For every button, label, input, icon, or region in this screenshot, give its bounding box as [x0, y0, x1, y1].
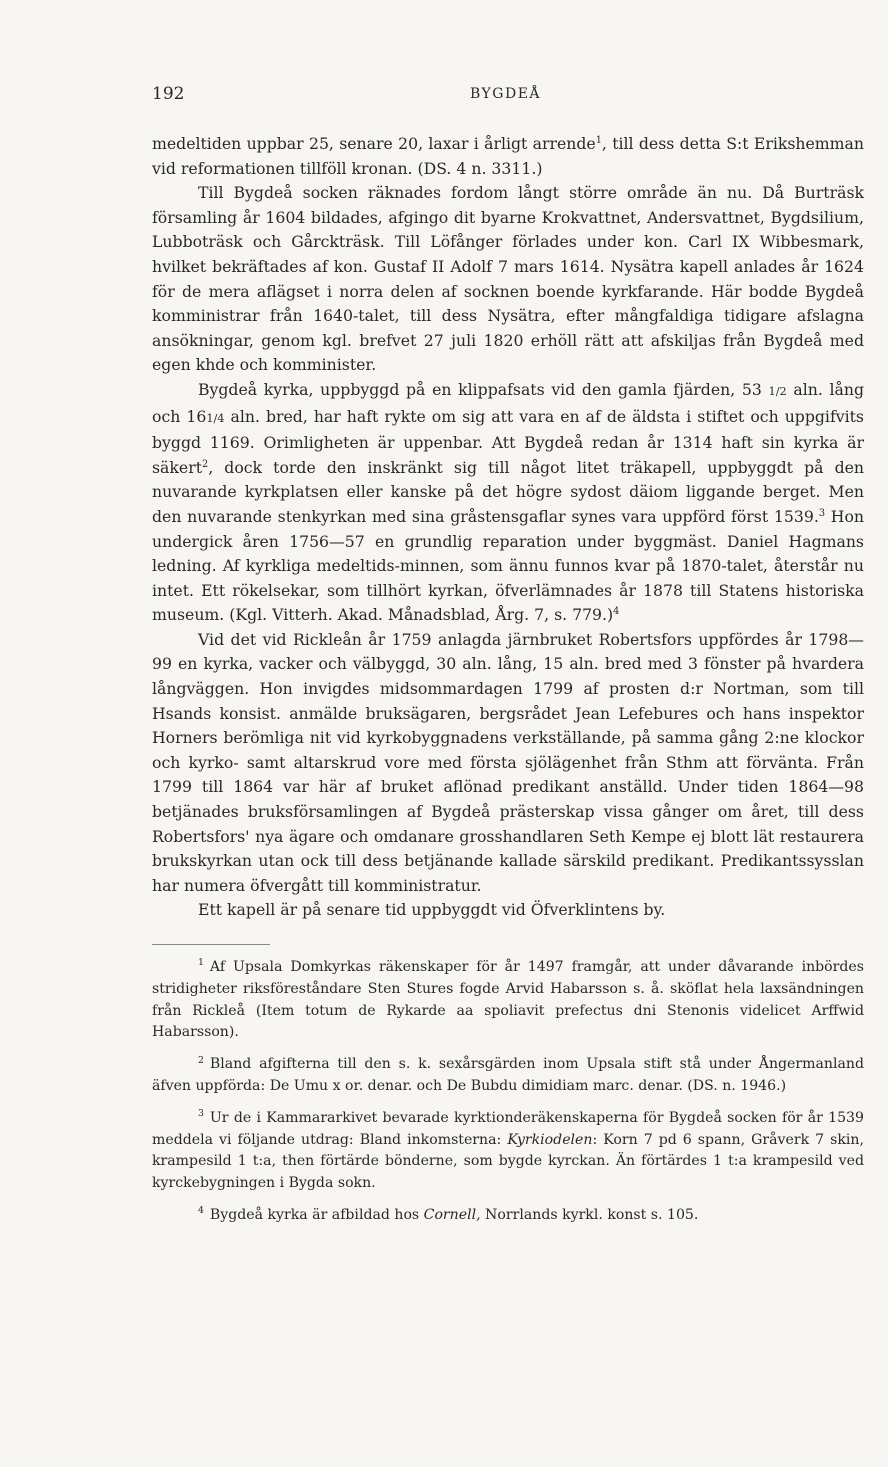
footnote-ref-1: 1 [595, 134, 602, 146]
footnote-4: $^4$ Bygdeå kyrka är afbildad hos Cornell, Norrlands kyrkl. konst s. 105. [198, 1205, 699, 1223]
footnote-2: $^2$ Bland afgifterna till den s. k. sexårsgärden inom Upsala stift stå under Ångermanland äfven uppförda: De Umu x or. denar. och De Bubdu dimidiam marc. denar. (DS. n. 1946.) [152, 1054, 864, 1094]
footnotes [152, 957, 864, 1227]
footnote-ref-4: 4 [613, 606, 620, 618]
footnote-1: $^1$ Af Upsala Domkyrkas räkenskaper för år 1497 framgår, att under dåvarande inbördes stridigheter riksföreståndare Sten Stures fogde Arvid Habarsson s. å. sköflat hela laxsändningen från Rickleå (Item totum de Rykarde aa spoliavit prefectus dni Stenonis videlicet Arffwid Habarsson). [152, 957, 864, 1041]
footnote-ref-3: 3 [818, 507, 826, 519]
paragraph-5: Ett kapell är på senare tid uppbyggdt vid Öfverklintens by. [198, 900, 666, 920]
fraction: 1/4 [206, 411, 225, 425]
paragraph-4: Vid det vid Rickleån år 1759 anlagda järnbruket Robertsfors uppfördes år 1798—99 en kyrka, vacker och välbyggd, 30 aln. lång, 15 aln. bred med 3 fönster på hvardera långväggen. Hon invigdes midsommardagen 1799 af prosten d:r Nortman, som till Hsands konsist. anmälde bruksägaren, bergsrådet Jean Lefebures och hans inspektor Horners berömliga nit vid kyrkobyggnadens verkställande, på samma gång 2:ne klockor och kyrko- samt altarskrud vore med första sjölägenhet från Sthm att förvänta. Från 1799 till 1864 var här af bruket aflönad predikant anställd. Under tiden 1864—98 betjänades bruksförsamlingen af Bygdeå prästerskap vissa gånger om året, till dess Robertsfors' nya ägare och omdanare grosshandlaren Seth Kempe ej blott lät restaurera brukskyrkan utan ock till dess betjänande kallade särskild predikant. Predikantssysslan har numera öfvergått till komministratur. [152, 629, 864, 895]
fraction: 1/2 [768, 384, 787, 398]
footnote-3: $^3$ Ur de i Kammararkivet bevarade kyrktionderäkenskaperna för Bygdeå socken för år 1539 meddela vi följande utdrag: Bland inkomsterna: Kyrkiodelen: Korn 7 pd 6 spann, Gråverk 7 skin, krampesild 1 t:a, then förtärde bönderne, som bygde kyrckan. Än förtärdes 1 t:a krampesild ved kyrckebygningen i Bygda sokn. [152, 1108, 864, 1192]
page-number: 192 [152, 84, 185, 104]
paragraph-2: Till Bygdeå socken räknades fordom långt större område än nu. Då Burträsk församling år 1604 bildades, afgingo dit byarne Krokvattnet, Andersvattnet, Bygdsilium, Lubboträsk och Gårckträsk. Till Löfånger förlades under kon. Carl IX Wibbesmark, hvilket bekräftades af kon. Gustaf II Adolf 7 mars 1614. Nysätra kapell anlades år 1624 för de mera aflägset i norra delen af socknen boende kyrkfarande. Här bodde Bygdeå komministrar från 1640-talet, till dess Nysätra, efter mångfaldiga tidigare afslagna ansökningar, genom kgl. brefvet 27 juli 1820 erhöll rätt att afskiljas från Bygdeå med egen khde och komminister. [152, 183, 864, 375]
footnote-divider [152, 944, 270, 945]
page-header [152, 84, 864, 114]
paragraph-1: medeltiden uppbar 25, senare 20, laxar i årligt arrende$^1$, till dess detta S:t Erikshemman vid reformationen tillföll kronan. (DS. 4 n. 3311.) [152, 134, 864, 178]
running-head: BYGDEÅ [470, 86, 542, 102]
page [152, 84, 864, 1237]
body-text [152, 132, 864, 923]
paragraph-3: Bygdeå kyrka, uppbyggd på en klippafsats vid den gamla fjärden, 53 1/2 aln. lång och 161/4 aln. bred, har haft rykte om sig att vara en af de äldsta i stiftet och uppgifvits byggd 1169. Orimligheten är uppenbar. Att Bygdeå redan år 1314 haft sin kyrka är säkert$^2$, dock torde den inskränkt sig till något litet träkapell, uppbyggdt på den nuvarande kyrkplatsen eller kanske på det högre sydost däiom liggande berget. Men den nuvarande stenkyrkan med sina gråstensgaflar synes vara uppförd först 1539.$^3$ Hon undergick åren 1756—57 en grundlig reparation under byggmäst. Daniel Hagmans ledning. Af kyrkliga medeltids-minnen, som ännu funnos kvar på 1870-talet, återstår nu intet. Ett rökelsekar, som tillhört kyrkan, öfverlämnades år 1878 till Statens historiska museum. (Kgl. Vitterh. Akad. Månadsblad, Årg. 7, s. 779.)$^4$ [152, 379, 865, 625]
footnote-ref-2: 2 [202, 458, 209, 470]
